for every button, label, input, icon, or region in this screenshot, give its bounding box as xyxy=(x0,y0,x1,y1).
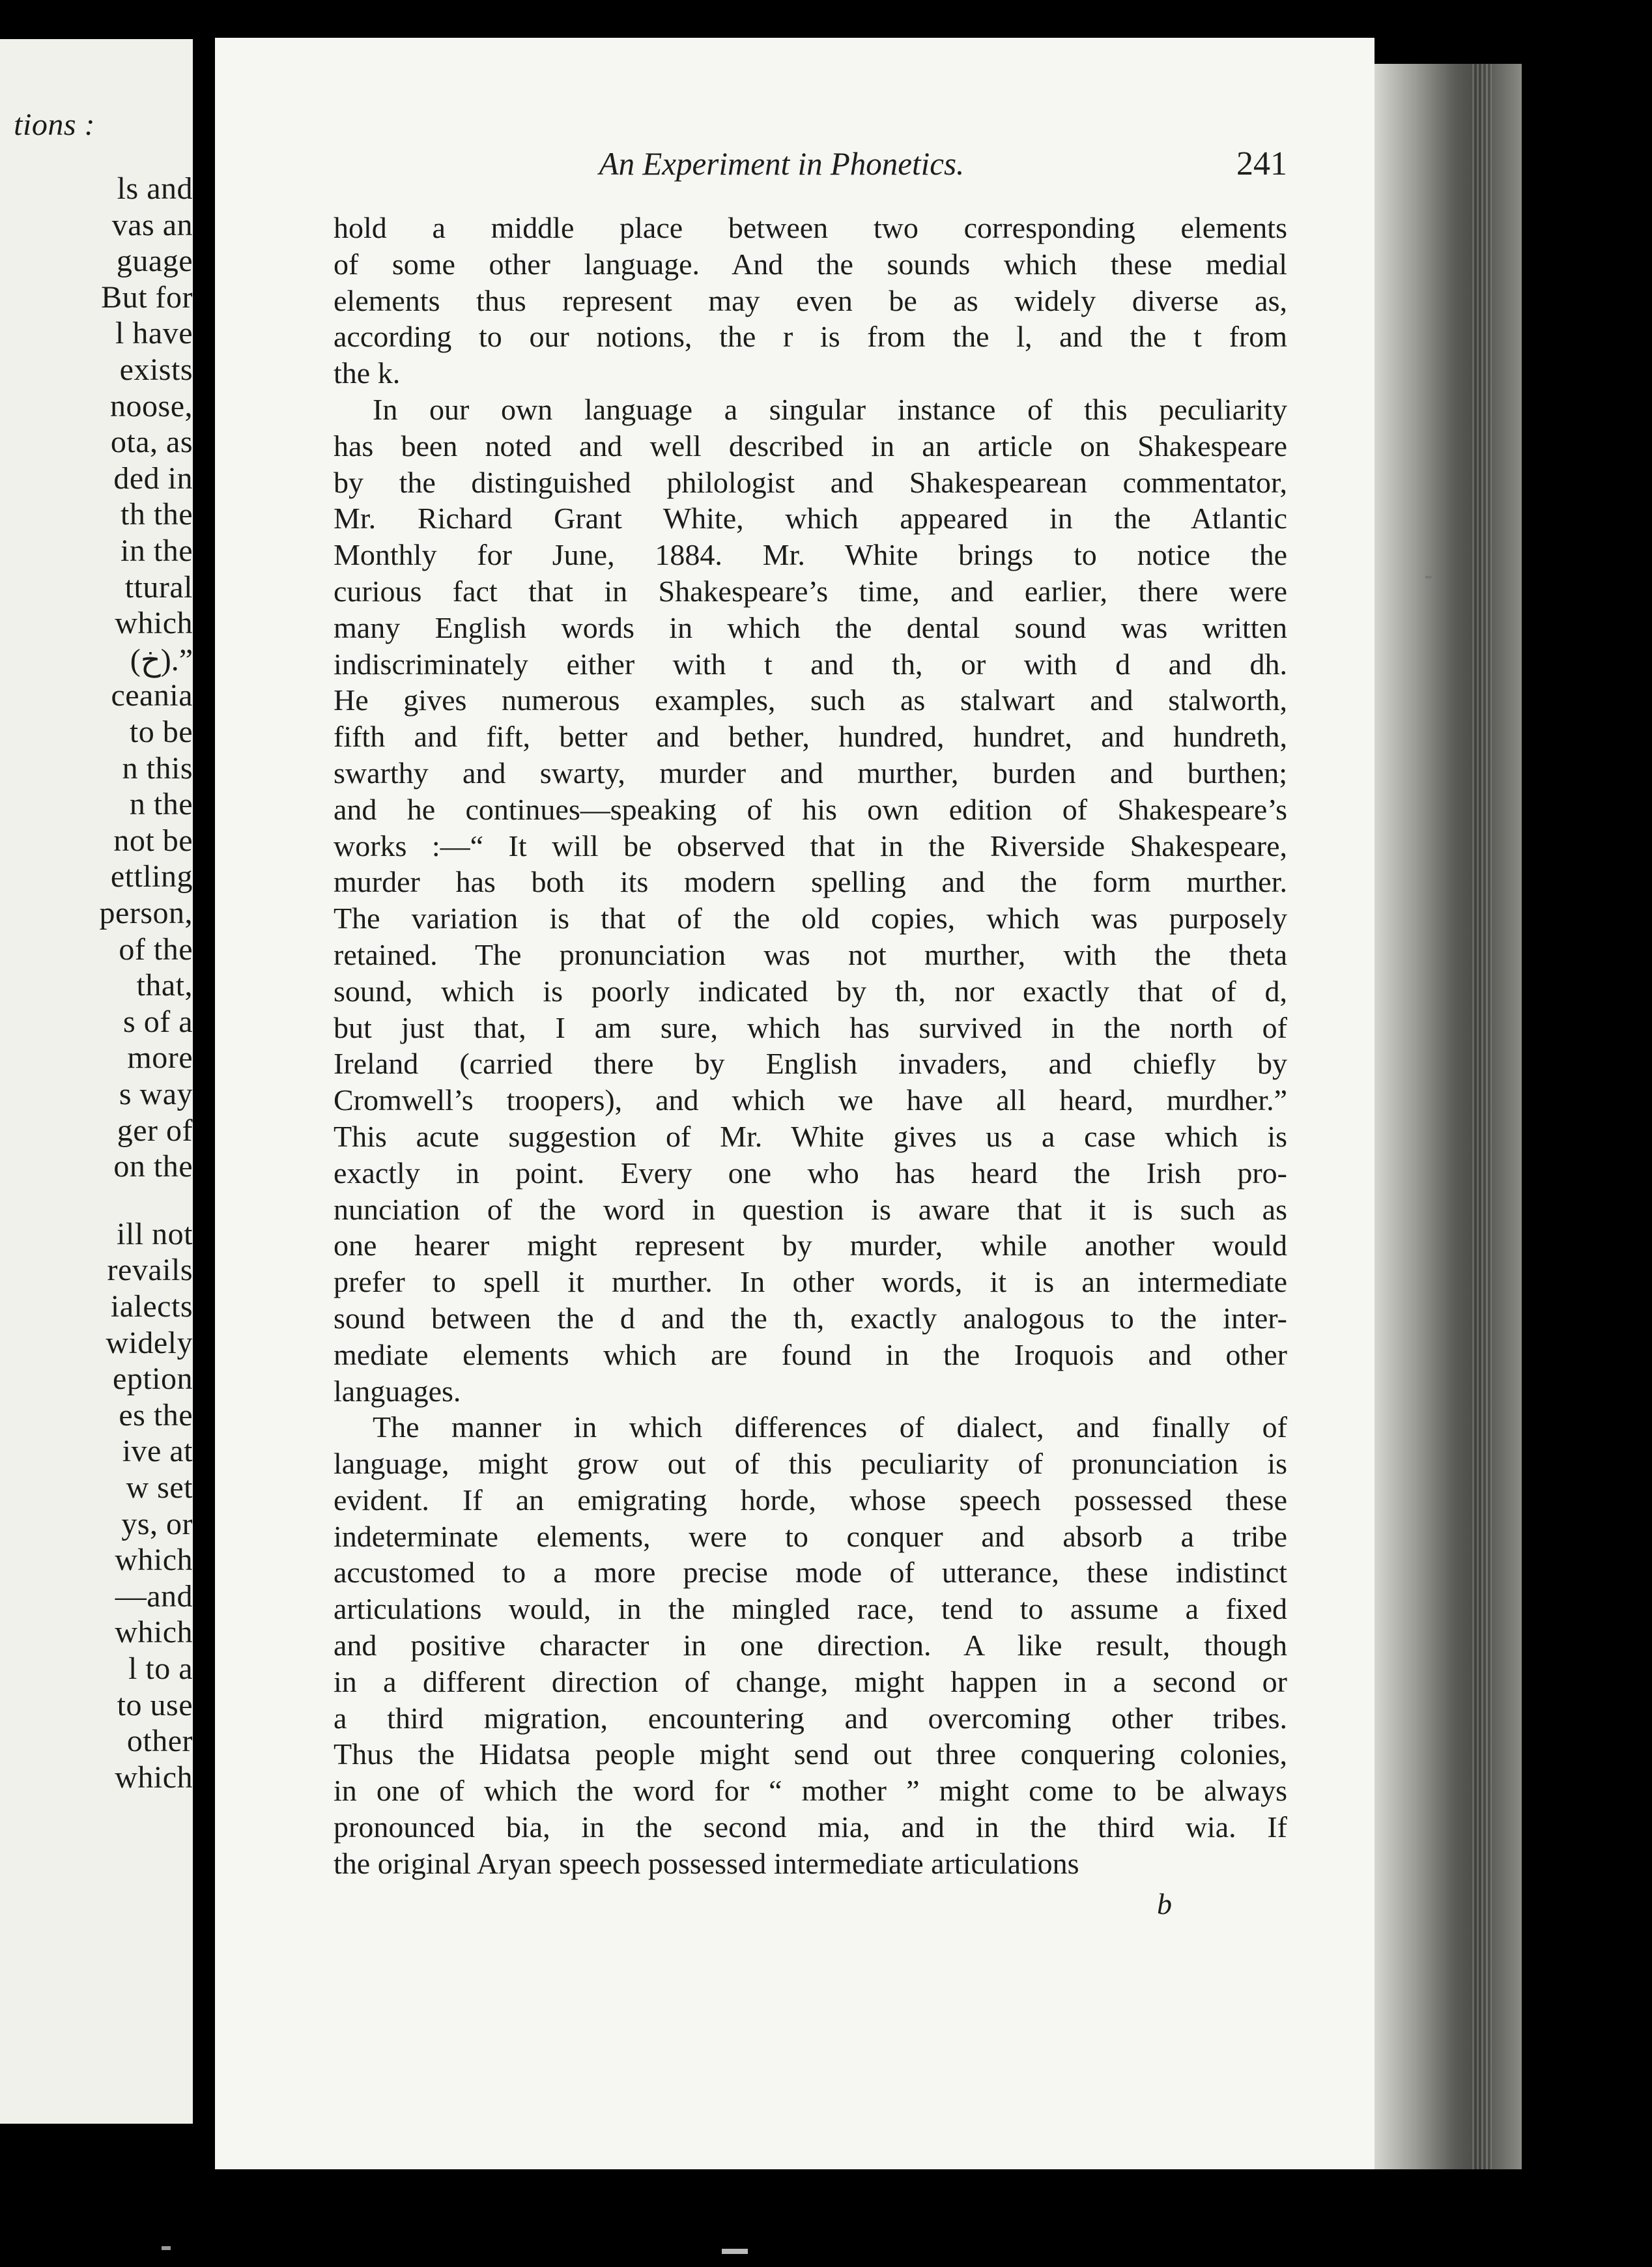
facing-line-fragment: guage xyxy=(116,244,193,279)
facing-running-head: tions : xyxy=(14,107,95,142)
facing-line-fragment: w set xyxy=(126,1470,193,1505)
running-head: An Experiment in Phonetics. xyxy=(599,145,965,182)
facing-line-fragment: But for xyxy=(101,279,193,315)
text-line: exactly in point. Every one who has heard the Irish pro- xyxy=(334,1156,1287,1190)
facing-line-fragment: (خ).” xyxy=(130,642,193,677)
text-line: articulations would, in the mingled race, tend to assume a fixed xyxy=(334,1592,1287,1626)
facing-line-fragment: to use xyxy=(117,1687,193,1722)
facing-line-fragment: vas an xyxy=(111,207,193,242)
text-line: prefer to spell it murther. In other words, it is an intermediate xyxy=(334,1265,1287,1299)
text-line: a third migration, encountering and overcoming other tribes. xyxy=(334,1701,1287,1735)
facing-line-fragment: which xyxy=(115,1615,193,1650)
facing-line-fragment: which xyxy=(115,606,193,641)
text-line: many English words in which the dental sound was written xyxy=(334,610,1287,644)
text-line: of some other language. And the sounds which these medial xyxy=(334,247,1287,281)
facing-line-fragment: ttural xyxy=(124,569,193,605)
facing-line-fragment: which xyxy=(115,1760,193,1795)
facing-line-fragment: ive at xyxy=(122,1434,193,1469)
print-speck xyxy=(162,2246,171,2250)
facing-line-fragment: noose, xyxy=(110,388,193,423)
facing-line-fragment: in the xyxy=(121,534,193,568)
facing-line-fragment: person, xyxy=(99,896,193,930)
body-text xyxy=(334,210,1287,1882)
print-speck xyxy=(722,2249,748,2254)
facing-line-fragment: l have xyxy=(115,316,193,351)
text-line: sound, which is poorly indicated by th, nor exactly that of d, xyxy=(334,974,1287,1008)
facing-line-fragment: —and xyxy=(115,1578,193,1614)
text-line: swarthy and swarty, murder and murther, burden and burthen; xyxy=(334,756,1287,790)
facing-line-fragment: ls and xyxy=(117,171,193,206)
text-line: Ireland (carried there by English invaders, and chiefly by xyxy=(334,1047,1287,1081)
facing-line-fragment: not be xyxy=(113,823,193,858)
facing-line-fragment: ger of xyxy=(117,1113,193,1148)
facing-line-fragment: on the xyxy=(113,1149,193,1184)
facing-line-fragment: ys, or xyxy=(121,1506,193,1541)
signature-mark: b xyxy=(1157,1887,1172,1920)
text-line: one hearer might represent by murder, while another would xyxy=(334,1229,1287,1262)
facing-line-fragment: ceania xyxy=(111,678,193,713)
text-line: retained. The pronunciation was not murther, with the theta xyxy=(334,937,1287,971)
facing-line-fragment: that, xyxy=(136,968,193,1003)
facing-line-fragment: other xyxy=(126,1724,193,1759)
book-edge xyxy=(1374,64,1522,2169)
text-line: according to our notions, the r is from the l, and the t from xyxy=(334,320,1287,354)
text-line: He gives numerous examples, such as stalwart and stalworth, xyxy=(334,683,1287,717)
text-line: nunciation of the word in question is aware that it is such as xyxy=(334,1192,1287,1226)
facing-line-fragment: n the xyxy=(129,787,193,822)
text-line: in a different direction of change, might happen in a second or xyxy=(334,1664,1287,1698)
text-line: Cromwell’s troopers), and which we have all heard, murdher.” xyxy=(334,1083,1287,1117)
text-line: but just that, I am sure, which has survived in the north of xyxy=(334,1010,1287,1044)
text-line: curious fact that in Shakespeare’s time, and earlier, there were xyxy=(334,574,1287,608)
page-number: 241 xyxy=(1236,145,1287,182)
text-line: murder has both its modern spelling and the form murther. xyxy=(334,865,1287,899)
facing-line-fragment: ialects xyxy=(110,1289,193,1324)
facing-line-fragment: widely xyxy=(106,1325,193,1360)
text-line: mediate elements which are found in the Iroquois and other xyxy=(334,1337,1287,1371)
text-line: fifth and fift, better and bether, hundred, hundret, and hundreth, xyxy=(334,720,1287,754)
text-line: has been noted and well described in an article on Shakespeare xyxy=(334,429,1287,463)
text-line: Mr. Richard Grant White, which appeared in the Atlantic xyxy=(334,502,1287,535)
facing-line-fragment: exists xyxy=(119,352,193,387)
text-line: and he continues—speaking of his own edition of Shakespeare’s xyxy=(334,792,1287,826)
text-line: and positive character in one direction. A like result, though xyxy=(334,1629,1287,1662)
text-line: the k. xyxy=(334,356,401,390)
text-line: This acute suggestion of Mr. White gives us a case which is xyxy=(334,1119,1287,1153)
facing-line-fragment: ettling xyxy=(110,859,193,894)
text-line: hold a middle place between two corresponding elements xyxy=(334,211,1287,244)
facing-line-fragment: es the xyxy=(119,1397,193,1433)
facing-page-left xyxy=(0,39,193,2124)
text-line: works :—“ It will be observed that in the Riverside Shakespeare, xyxy=(334,829,1287,863)
facing-line-fragment: more xyxy=(127,1040,193,1076)
text-line: indeterminate elements, were to conquer and absorb a tribe xyxy=(334,1519,1287,1553)
facing-line-fragment: to be xyxy=(129,715,193,749)
facing-line-fragment: of the xyxy=(119,932,193,967)
facing-line-fragment: eption xyxy=(113,1362,193,1397)
text-line: In our own language a singular instance of this peculiarity xyxy=(373,392,1287,426)
facing-line-fragment: s of a xyxy=(123,1004,193,1039)
text-line: The manner in which differences of dialect, and finally of xyxy=(373,1410,1287,1444)
text-line: language, might grow out of this peculiarity of pronunciation is xyxy=(334,1447,1287,1481)
facing-line-fragment: ota, as xyxy=(110,425,193,460)
text-line: evident. If an emigrating horde, whose speech possessed these xyxy=(334,1483,1287,1517)
facing-line-fragment: s way xyxy=(119,1077,193,1111)
facing-line-fragment: l to a xyxy=(128,1651,193,1686)
facing-line-fragment: which xyxy=(115,1543,193,1578)
text-line: Monthly for June, 1884. Mr. White brings to notice the xyxy=(334,538,1287,572)
print-speck xyxy=(1425,576,1432,578)
text-line: The variation is that of the old copies, which was purposely xyxy=(334,902,1287,935)
facing-line-fragment: th the xyxy=(121,497,193,532)
facing-line-fragment: n this xyxy=(122,750,193,786)
text-line: Thus the Hidatsa people might send out three conquering colonies, xyxy=(334,1737,1287,1771)
facing-line-fragment: ill not xyxy=(117,1216,193,1251)
text-line: pronounced bia, in the second mia, and in the third wia. If xyxy=(334,1810,1287,1844)
text-line: the original Aryan speech possessed intermediate articulations xyxy=(334,1846,1079,1880)
text-line: sound between the d and the th, exactly analogous to the inter- xyxy=(334,1301,1287,1335)
facing-line-fragment: revails xyxy=(107,1253,193,1288)
text-line: languages. xyxy=(334,1374,461,1408)
text-line: indiscriminately either with t and th, or with d and dh. xyxy=(334,647,1287,681)
text-line: elements thus represent may even be as widely diverse as, xyxy=(334,283,1287,317)
facing-line-fragment: ded in xyxy=(113,461,193,496)
text-line: accustomed to a more precise mode of utterance, these indistinct xyxy=(334,1556,1287,1590)
text-line: by the distinguished philologist and Shakespearean commentator, xyxy=(334,465,1287,499)
text-line: in one of which the word for “ mother ” might come to be always xyxy=(334,1774,1287,1808)
